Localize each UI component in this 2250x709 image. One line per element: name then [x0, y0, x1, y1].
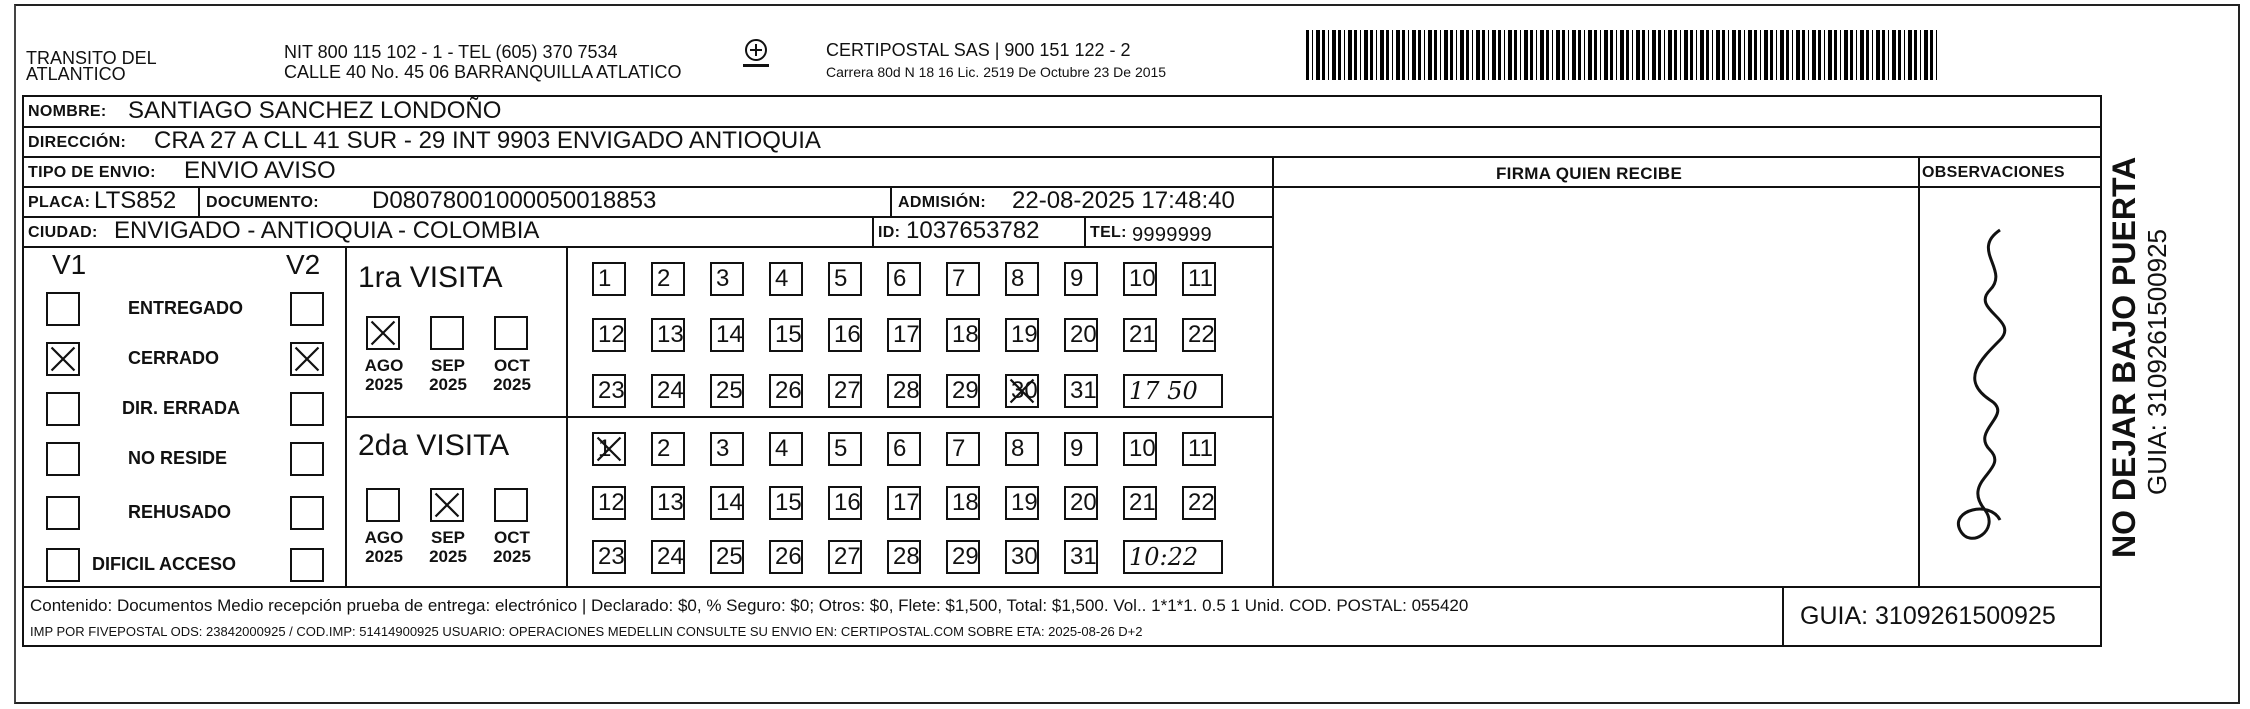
visit1-day-4[interactable]: [769, 262, 803, 296]
divider: [198, 186, 200, 216]
visit2-day-label: 28: [893, 543, 920, 570]
visit1-day-29[interactable]: [946, 374, 980, 408]
visit1-day-31[interactable]: [1064, 374, 1098, 408]
send-type-label: TIPO DE ENVIO:: [28, 164, 156, 181]
visit2-day-label: 6: [893, 435, 907, 462]
side-guide-number: GUIA: 3109261500925: [2142, 229, 2172, 495]
status-label: DIR. ERRADA: [122, 398, 241, 418]
admission-datetime: 22-08-2025 17:48:40: [1012, 187, 1235, 214]
send-type: ENVIO AVISO: [184, 157, 336, 184]
visit1-day-2[interactable]: [651, 262, 685, 296]
courier-license: Carrera 80d N 18 16 Lic. 2519 De Octubre 23 De 2015: [826, 64, 1167, 80]
divider: [872, 216, 874, 246]
visit2-day-2[interactable]: [651, 432, 685, 466]
visit1-day-label: 9: [1070, 265, 1084, 292]
visit1-month-checkbox[interactable]: [494, 316, 528, 350]
visit2-day-label: 7: [952, 435, 966, 462]
visit1-day-23[interactable]: [592, 374, 626, 408]
status-v2-checkbox[interactable]: [290, 442, 324, 476]
status-v1-checkbox[interactable]: [46, 342, 80, 376]
certipostal-logo-icon: [737, 36, 775, 74]
visit1-month-label: SEP 2025: [429, 356, 467, 394]
visit2-month-checkbox[interactable]: [430, 488, 464, 522]
divider: [890, 186, 892, 216]
status-v2-checkbox[interactable]: [290, 342, 324, 376]
issuer-line-1: TRANSITO DEL: [26, 48, 157, 68]
visit1-month-label: AGO 2025: [364, 356, 404, 394]
divider: [1272, 186, 2102, 188]
status-label: CERRADO: [128, 348, 220, 368]
visit1-day-26[interactable]: [769, 374, 803, 408]
visit1-day-label: 25: [716, 377, 743, 404]
issuer-line-2: ATLANTICO: [26, 64, 126, 84]
divider: [22, 586, 2102, 588]
visit1-day-27[interactable]: [828, 374, 862, 408]
status-v1-checkbox[interactable]: [46, 442, 80, 476]
plate: LTS852: [94, 187, 177, 214]
visit1-day-label: 15: [775, 321, 802, 348]
visit2-day-label: 1: [598, 435, 612, 462]
visit1-day-8[interactable]: [1005, 262, 1039, 296]
visit1-title: 1ra VISITA: [358, 261, 503, 294]
status-label: ENTREGADO: [128, 298, 244, 318]
visit2-day-label: 5: [834, 435, 848, 462]
visit2-day-31[interactable]: [1064, 540, 1098, 574]
visit2-day-9[interactable]: [1064, 432, 1098, 466]
visit2-day-label: 10: [1129, 435, 1156, 462]
visit1-day-label: 22: [1188, 321, 1215, 348]
visit1-day-12[interactable]: [592, 318, 626, 352]
visit1-day-label: 19: [1011, 321, 1038, 348]
visit1-day-16[interactable]: [828, 318, 862, 352]
visit1-time-field[interactable]: 17 50: [1123, 374, 1223, 408]
visit1-day-label: 11: [1188, 265, 1213, 292]
visit1-day-label: 2: [657, 265, 671, 292]
visit1-day-label: 17: [893, 321, 920, 348]
visit2-day-28[interactable]: [887, 540, 921, 574]
visit2-day-27[interactable]: [828, 540, 862, 574]
visit2-day-17[interactable]: [887, 486, 921, 520]
no-under-door-warning: NO DEJAR BAJO PUERTA: [2106, 156, 2142, 558]
visit2-day-14[interactable]: [710, 486, 744, 520]
visit1-day-label: 18: [952, 321, 979, 348]
visit1-day-label: 24: [657, 377, 684, 404]
observations-header: OBSERVACIONES: [1922, 164, 2065, 181]
recipient-tel: 9999999: [1132, 224, 1212, 246]
id-label: ID:: [878, 224, 901, 241]
status-label: REHUSADO: [128, 502, 232, 522]
visit2-day-label: 30: [1011, 543, 1038, 570]
visit2-day-5[interactable]: [828, 432, 862, 466]
recipient-address: CRA 27 A CLL 41 SUR - 29 INT 9903 ENVIGADO ANTIOQUIA: [154, 127, 821, 154]
visit1-day-10[interactable]: [1123, 262, 1157, 296]
visit2-day-label: 21: [1129, 489, 1156, 516]
recipient-id: 1037653782: [906, 217, 1040, 244]
status-label: NO RESIDE: [128, 448, 228, 468]
name-label: NOMBRE:: [28, 103, 107, 120]
visit1-day-label: 30: [1011, 377, 1038, 404]
visit1-day-label: 21: [1129, 321, 1156, 348]
visit1-day-label: 16: [834, 321, 861, 348]
visit1-day-14[interactable]: [710, 318, 744, 352]
visit1-day-25[interactable]: [710, 374, 744, 408]
visit2-day-label: 9: [1070, 435, 1084, 462]
status-v1-checkbox[interactable]: [46, 292, 80, 326]
visit2-day-label: 19: [1011, 489, 1038, 516]
visit2-day-12[interactable]: [592, 486, 626, 520]
visit1-day-15[interactable]: [769, 318, 803, 352]
visit2-day-label: 20: [1070, 489, 1097, 516]
visit1-day-5[interactable]: [828, 262, 862, 296]
address-label: DIRECCIÓN:: [28, 134, 127, 151]
visit2-day-23[interactable]: [592, 540, 626, 574]
visit2-day-4[interactable]: [769, 432, 803, 466]
document-label: DOCUMENTO:: [206, 194, 319, 211]
visit2-day-11[interactable]: [1182, 432, 1216, 466]
signature-icon: [1930, 210, 2050, 570]
divider: [22, 246, 1272, 248]
visit1-day-20[interactable]: [1064, 318, 1098, 352]
visit2-day-10[interactable]: [1123, 432, 1157, 466]
divider: [1084, 216, 1086, 246]
plate-label: PLACA:: [28, 194, 91, 211]
visit2-day-label: 13: [657, 489, 684, 516]
visit2-day-15[interactable]: [769, 486, 803, 520]
visit2-day-1[interactable]: [592, 432, 626, 466]
visit1-day-label: 23: [598, 377, 625, 404]
visit2-day-3[interactable]: [710, 432, 744, 466]
visit2-day-30[interactable]: [1005, 540, 1039, 574]
barcode-icon: [1306, 30, 1940, 80]
status-v1-checkbox[interactable]: [46, 548, 80, 582]
visit1-month-checkbox[interactable]: [430, 316, 464, 350]
visit2-day-label: 25: [716, 543, 743, 570]
visit1-day-13[interactable]: [651, 318, 685, 352]
visit2-day-label: 11: [1188, 435, 1213, 462]
visit2-day-label: 4: [775, 435, 789, 462]
visit2-day-label: 2: [657, 435, 671, 462]
footer-print-info: IMP POR FIVEPOSTAL ODS: 23842000925 / COD.IMP: 51414900925 USUARIO: OPERACIONES MEDELLIN CONSULTE SU ENVIO EN: CERTIPOSTAL.COM SOBRE ETA: 2025-08-26 D+2: [30, 624, 1143, 639]
visit1-day-30[interactable]: [1005, 374, 1039, 408]
visit2-day-21[interactable]: [1123, 486, 1157, 520]
visit2-day-label: 15: [775, 489, 802, 516]
courier-line: CERTIPOSTAL SAS | 900 151 122 - 2: [826, 40, 1131, 60]
visit1-month-label: OCT 2025: [493, 356, 531, 394]
status-v2-checkbox[interactable]: [290, 496, 324, 530]
visit2-day-18[interactable]: [946, 486, 980, 520]
visit1-day-label: 7: [952, 265, 966, 292]
divider: [1272, 156, 1274, 586]
visit1-day-label: 6: [893, 265, 907, 292]
visit2-day-label: 18: [952, 489, 979, 516]
visit2-month-label: AGO 2025: [364, 528, 404, 566]
visit2-day-label: 12: [598, 489, 625, 516]
divider: [1918, 156, 1920, 586]
visit2-day-label: 17: [893, 489, 920, 516]
tel-label: TEL:: [1090, 224, 1127, 241]
visit1-day-3[interactable]: [710, 262, 744, 296]
visit2-month-label: OCT 2025: [493, 528, 531, 566]
visit2-day-26[interactable]: [769, 540, 803, 574]
visit2-day-16[interactable]: [828, 486, 862, 520]
footer-contents: Contenido: Documentos Medio recepción prueba de entrega: electrónico | Declarado: $0, % Seguro: $0; Otros: $0, Flete: $1,500, Total: $1,500. Vol.. 1*1*1. 0.5 1 Unid. COD. POSTAL: 055420: [30, 596, 1469, 615]
visit1-day-7[interactable]: [946, 262, 980, 296]
visit1-day-label: 8: [1011, 265, 1025, 292]
visit2-day-label: 16: [834, 489, 861, 516]
visit2-month-label: SEP 2025: [429, 528, 467, 566]
visit1-day-18[interactable]: [946, 318, 980, 352]
visit1-day-21[interactable]: [1123, 318, 1157, 352]
footer-guide-number: GUIA: 3109261500925: [1800, 602, 2056, 630]
visit2-month-checkbox[interactable]: [366, 488, 400, 522]
visit1-day-label: 13: [657, 321, 684, 348]
status-label: DIFICIL ACCESO: [92, 554, 237, 574]
visit1-day-19[interactable]: [1005, 318, 1039, 352]
visit2-day-22[interactable]: [1182, 486, 1216, 520]
visit1-day-label: 12: [598, 321, 625, 348]
visit1-day-6[interactable]: [887, 262, 921, 296]
visit1-day-label: 27: [834, 377, 861, 404]
visit2-time-field[interactable]: 10:22: [1123, 540, 1223, 574]
visit2-day-label: 8: [1011, 435, 1025, 462]
visit2-title: 2da VISITA: [358, 429, 510, 462]
visit2-day-label: 29: [952, 543, 979, 570]
visit1-day-label: 29: [952, 377, 979, 404]
visit2-day-label: 22: [1188, 489, 1215, 516]
visit1-day-24[interactable]: [651, 374, 685, 408]
visit1-day-label: 3: [716, 265, 730, 292]
visit1-day-label: 10: [1129, 265, 1156, 292]
visit1-day-label: 28: [893, 377, 920, 404]
visit1-day-label: 20: [1070, 321, 1097, 348]
visit2-day-label: 23: [598, 543, 625, 570]
visit2-day-8[interactable]: [1005, 432, 1039, 466]
document-number: D08078001000050018853: [372, 187, 657, 214]
visit1-day-label: 31: [1070, 377, 1097, 404]
status-v2-checkbox[interactable]: [290, 392, 324, 426]
visit1-day-label: 26: [775, 377, 802, 404]
issuer-address: CALLE 40 No. 45 06 BARRANQUILLA ATLATICO: [284, 62, 682, 82]
visit1-day-label: 1: [598, 265, 612, 292]
visit1-month-checkbox[interactable]: [366, 316, 400, 350]
visit2-day-label: 14: [716, 489, 743, 516]
visit2-day-25[interactable]: [710, 540, 744, 574]
visit2-day-24[interactable]: [651, 540, 685, 574]
status-v2-checkbox[interactable]: [290, 548, 324, 582]
visit1-day-1[interactable]: [592, 262, 626, 296]
visit2-day-20[interactable]: [1064, 486, 1098, 520]
visit1-day-11[interactable]: [1182, 262, 1216, 296]
signature-header: FIRMA QUIEN RECIBE: [1496, 164, 1683, 183]
divider: [345, 416, 1272, 418]
city-label: CIUDAD:: [28, 224, 98, 241]
visit1-day-label: 14: [716, 321, 743, 348]
visit1-day-28[interactable]: [887, 374, 921, 408]
visit1-day-17[interactable]: [887, 318, 921, 352]
visit1-day-9[interactable]: [1064, 262, 1098, 296]
visit2-day-label: 27: [834, 543, 861, 570]
v2-label: V2: [286, 249, 321, 280]
visit1-day-label: 4: [775, 265, 789, 292]
visit1-day-label: 5: [834, 265, 848, 292]
admission-label: ADMISIÓN:: [898, 194, 987, 211]
divider: [1782, 586, 1784, 647]
status-v2-checkbox[interactable]: [290, 292, 324, 326]
visit1-day-22[interactable]: [1182, 318, 1216, 352]
visit2-day-label: 26: [775, 543, 802, 570]
visit2-day-7[interactable]: [946, 432, 980, 466]
visit2-day-label: 3: [716, 435, 730, 462]
visit2-day-19[interactable]: [1005, 486, 1039, 520]
city: ENVIGADO - ANTIOQUIA - COLOMBIA: [114, 217, 540, 244]
visit2-day-label: 24: [657, 543, 684, 570]
v1-label: V1: [52, 249, 87, 280]
recipient-name: SANTIAGO SANCHEZ LONDOÑO: [128, 97, 502, 124]
status-v1-checkbox[interactable]: [46, 496, 80, 530]
nit-line: NIT 800 115 102 - 1 - TEL (605) 370 7534: [284, 42, 618, 62]
visit2-day-13[interactable]: [651, 486, 685, 520]
visit2-day-label: 31: [1070, 543, 1097, 570]
visit2-day-29[interactable]: [946, 540, 980, 574]
visit2-day-6[interactable]: [887, 432, 921, 466]
status-v1-checkbox[interactable]: [46, 392, 80, 426]
visit2-month-checkbox[interactable]: [494, 488, 528, 522]
